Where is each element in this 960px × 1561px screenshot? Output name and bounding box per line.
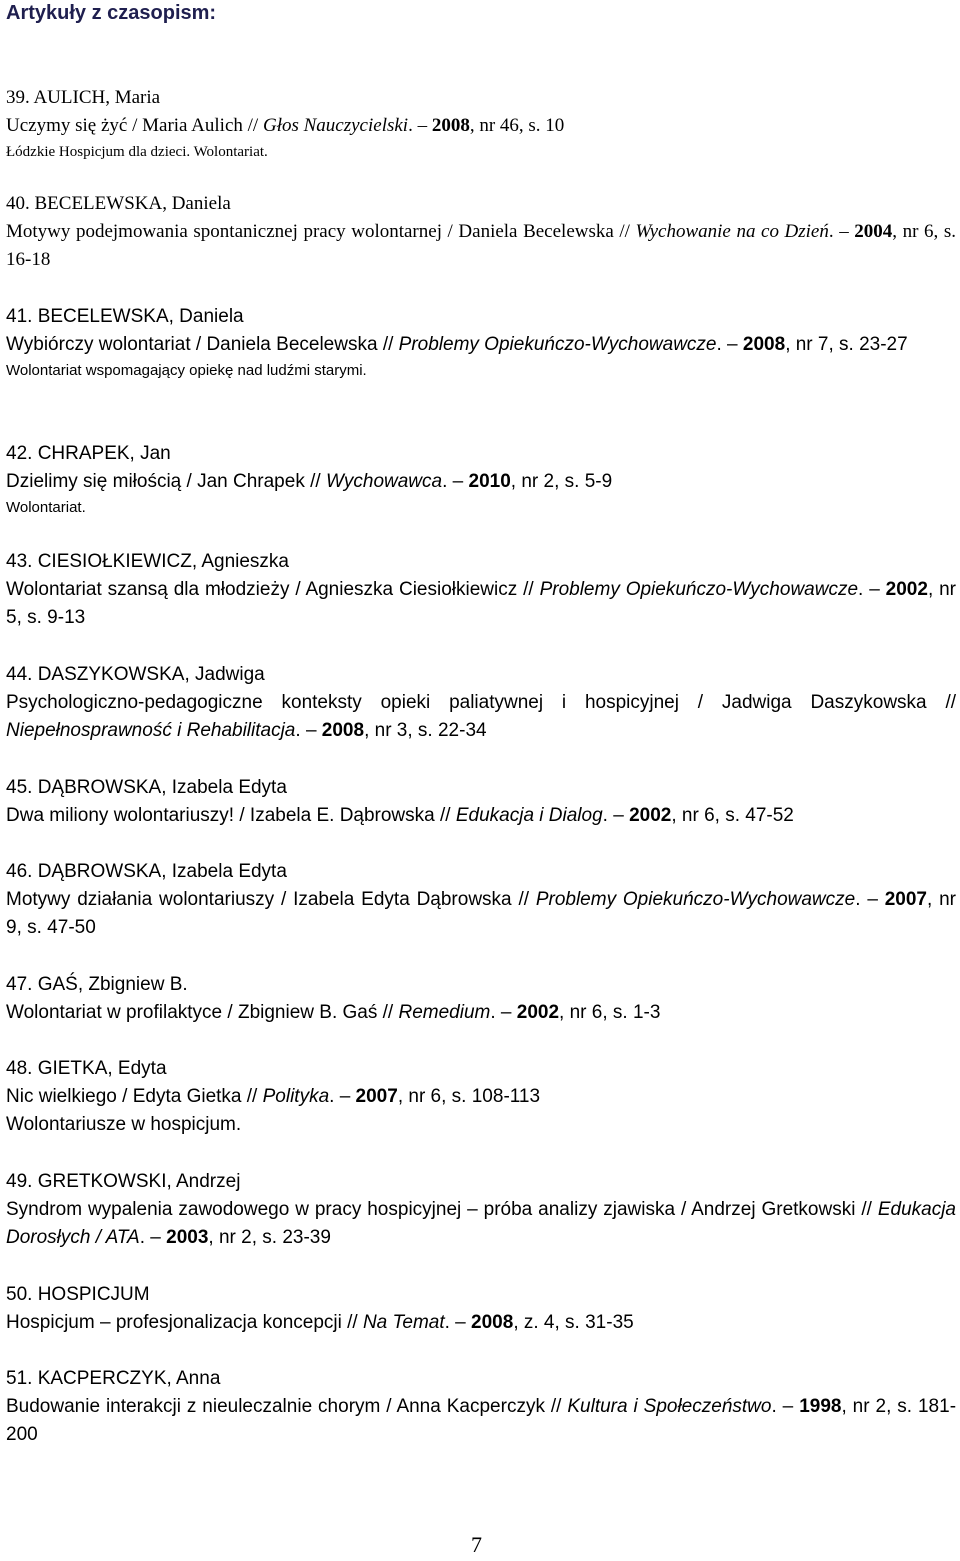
citation-issue: , nr 3, s. 22-34 [364,720,487,741]
citation-year: 2003 [166,1227,209,1248]
journal-name: Problemy Opiekuńczo-Wychowawcze [398,334,717,355]
entry-citation [6,576,956,632]
entry-note: Łódzkie Hospicjum dla dzieci. Wolontariat. [6,144,268,160]
citation-separator: . – [855,889,885,910]
citation-year: 2008 [431,115,470,136]
journal-name: Polityka [262,1086,330,1107]
citation-separator: . – [771,1396,800,1417]
citation-year: 1998 [799,1396,842,1417]
citation-year: 2002 [629,805,672,826]
entry-citation [6,218,956,274]
entry-citation [6,1083,956,1111]
citation-year: 2008 [471,1312,514,1333]
citation-title: Nic wielkiego / Edyta Gietka // [6,1086,263,1107]
entry-header: 50. HOSPICJUM [6,1284,150,1305]
bibliography-entry-41 [6,303,956,383]
page-heading: Artykuły z czasopism: [6,2,217,24]
bibliography-entry-51 [6,1365,956,1449]
journal-name: Na Temat [362,1312,445,1333]
entry-citation [6,886,956,942]
journal-name: Wychowawca [325,471,443,492]
entry-header: 47. GAŚ, Zbigniew B. [6,974,188,995]
page-number: 7 [471,1532,482,1557]
journal-name: Problemy Opiekuńczo-Wychowawcze [539,579,859,600]
journal-name: Edukacja Dorosłych / ATA [6,1199,956,1248]
entry-header: 51. KACPERCZYK, Anna [6,1368,221,1389]
bibliography-entry-45 [6,774,956,830]
entry-citation [6,468,956,496]
citation-issue: , nr 5, s. 9-13 [6,579,956,628]
citation-title: Motywy działania wolontariuszy / Izabela Edyta Dąbrowska // [6,889,536,910]
entry-citation [6,1309,956,1337]
citation-separator: . – [139,1227,167,1248]
entry-citation [6,802,956,830]
entry-header: 42. CHRAPEK, Jan [6,443,171,464]
citation-issue: , nr 7, s. 23-27 [785,334,908,355]
entry-header: 48. GIETKA, Edyta [6,1058,167,1079]
entry-header: 39. AULICH, Maria [6,87,161,108]
entry-header: 44. DASZYKOWSKA, Jadwiga [6,664,265,685]
citation-title: Syndrom wypalenia zawodowego w pracy hospicyjnej – próba analizy zjawiska / Andrzej Gretkowski // [6,1199,878,1220]
citation-title: Hospicjum – profesjonalizacja koncepcji // [6,1312,363,1333]
citation-year: 2002 [885,579,928,600]
entry-citation [6,1393,956,1449]
entry-note: Wolontariusze w hospicjum. [6,1114,242,1135]
entry-header: 49. GRETKOWSKI, Andrzej [6,1171,241,1192]
bibliography-entry-50 [6,1281,956,1337]
entry-header: 43. CIESIOŁKIEWICZ, Agnieszka [6,551,289,572]
citation-title: Wybiórczy wolontariat / Daniela Becelewska // [6,334,399,355]
entry-header: 41. BECELEWSKA, Daniela [6,306,244,327]
citation-issue: , nr 9, s. 47-50 [6,889,956,938]
entry-citation [6,331,956,359]
citation-issue: , nr 46, s. 10 [469,115,565,136]
citation-title: Motywy podejmowania spontanicznej pracy wolontarnej / Daniela Becelewska // [6,221,636,242]
journal-name: Edukacja i Dialog [455,805,603,826]
citation-year: 2010 [468,471,511,492]
bibliography-entry-46 [6,858,956,942]
bibliography-entry-43 [6,548,956,632]
citation-title: Wolontariat szansą dla młodzieży / Agnieszka Ciesiołkiewicz // [6,579,540,600]
bibliography-entry-39 [6,84,956,164]
citation-issue: , nr 2, s. 5-9 [510,471,613,492]
citation-year: 2008 [321,720,365,741]
journal-name: Wychowanie na co Dzień [635,221,829,242]
journal-name: Kultura i Społeczeństwo [567,1396,772,1417]
citation-separator: . – [444,1312,472,1333]
citation-issue: , nr 6, s. 47-52 [671,805,794,826]
bibliography-entry-49 [6,1168,956,1252]
citation-issue: , nr 2, s. 181-200 [6,1396,957,1445]
citation-separator: . – [408,115,432,136]
entry-header: 45. DĄBROWSKA, Izabela Edyta [6,777,287,798]
citation-title: Budowanie interakcji z nieuleczalnie chorym / Anna Kacperczyk // [6,1396,568,1417]
citation-issue: , nr 6, s. 108-113 [397,1086,541,1107]
bibliography-entry-48 [6,1055,956,1139]
citation-separator: . – [442,471,469,492]
citation-separator: . – [716,334,743,355]
journal-name: Niepełnosprawność i Rehabilitacja [6,720,296,741]
citation-year: 2008 [742,334,786,355]
journal-name: Problemy Opiekuńczo-Wychowawcze [535,889,856,910]
bibliography-entry-40 [6,190,956,274]
citation-issue: , nr 2, s. 23-39 [208,1227,331,1248]
citation-separator: . – [858,579,886,600]
bibliography-entry-42 [6,440,956,520]
citation-year: 2002 [516,1002,560,1023]
bibliography-entry-47 [6,971,956,1027]
entry-note: Wolontariat wspomagający opiekę nad ludźmi starymi. [6,362,367,379]
citation-title: Uczymy się żyć / Maria Aulich // [6,115,263,136]
citation-separator: . – [602,805,630,826]
entry-citation [6,112,956,140]
citation-issue: , nr 6, s. 1-3 [559,1002,661,1023]
citation-separator: . – [828,221,855,242]
citation-title: Dzielimy się miłością / Jan Chrapek // [6,471,326,492]
entry-citation [6,689,956,745]
entry-citation [6,1196,956,1252]
citation-separator: . – [490,1002,517,1023]
citation-title: Psychologiczno-pedagogiczne konteksty opieki paliatywnej i hospicyjnej / Jadwiga Daszykowska // [6,692,956,713]
citation-issue: , nr 6, s. 16-18 [6,221,957,270]
citation-separator: . – [295,720,322,741]
citation-year: 2004 [854,221,893,242]
journal-name: Remedium [398,1002,491,1023]
citation-separator: . – [329,1086,356,1107]
entry-note: Wolontariat. [6,499,86,516]
bibliography-entry-44 [6,661,956,745]
citation-year: 2007 [355,1086,398,1107]
citation-year: 2007 [884,889,927,910]
citation-title: Dwa miliony wolontariuszy! / Izabela E. Dąbrowska // [6,805,456,826]
journal-name: Głos Nauczycielski [262,115,409,136]
citation-title: Wolontariat w profilaktyce / Zbigniew B. Gaś // [6,1002,399,1023]
entry-header: 40. BECELEWSKA, Daniela [6,193,231,214]
entry-citation [6,999,956,1027]
entry-header: 46. DĄBROWSKA, Izabela Edyta [6,861,287,882]
citation-issue: , z. 4, s. 31-35 [513,1312,634,1333]
